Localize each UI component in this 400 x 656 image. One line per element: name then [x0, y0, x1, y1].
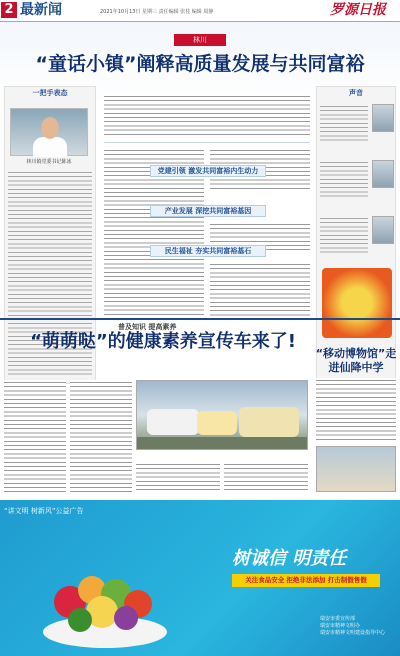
- page-number: 2: [1, 2, 17, 18]
- museum-visit-photo: [316, 446, 396, 492]
- body-column-2c: [210, 262, 310, 316]
- quote-text-3: [320, 216, 368, 256]
- story2-body-1: [4, 380, 66, 492]
- common-prosperity-emblem: [322, 268, 392, 338]
- quote-text-2: [320, 160, 368, 200]
- ad-sponsor: 瑞安市委宣传部 瑞安市精神文明办 瑞安市精神文明建设指导中心: [320, 616, 386, 636]
- quote-text-1: [320, 104, 368, 144]
- sidebar-title: 一把手表态: [32, 89, 68, 97]
- ad-topline: “讲文明 树新风”公益广告: [4, 507, 84, 515]
- story2-body-4: [224, 462, 308, 492]
- story2-headline[interactable]: “萌萌哒”的健康素养宣传车来了!: [30, 331, 296, 352]
- interviewee-photo-2: [372, 160, 394, 188]
- subhead-1: 党建引领 激发共同富裕内生动力: [150, 165, 266, 177]
- story3-headline[interactable]: “移动博物馆”走进仙降中学: [315, 347, 397, 374]
- food-bowl-illustration: [30, 550, 180, 650]
- header-meta: 2021年10月13日 星期三 责任编辑 张桂 编辑 周静: [100, 9, 214, 15]
- subhead-3: 民生福祉 夯实共同富裕基石: [150, 245, 266, 257]
- lead-paragraph: [104, 94, 310, 138]
- portrait-caption: 林川镇党委书记陈冰: [26, 159, 72, 165]
- main-headline[interactable]: “童话小镇”阐释高质量发展与共同富裕: [35, 53, 365, 75]
- interviewee-photo-3: [372, 216, 394, 244]
- right-sidebar-title: 声音: [349, 89, 363, 97]
- story3-body: [316, 378, 396, 442]
- story2-body-2: [70, 380, 132, 492]
- newspaper-logo: 罗源日报: [330, 2, 386, 18]
- location-tag: 林川: [174, 34, 226, 46]
- official-portrait: [10, 108, 88, 156]
- subhead-2: 产业发展 深挖共同富裕基因: [150, 205, 266, 217]
- ad-slogan: 树诚信 明责任: [232, 548, 347, 569]
- ad-message-bar: 关注食品安全 拒绝非法添加 打击制假售假: [232, 574, 380, 587]
- story2-body-3: [136, 462, 220, 492]
- story2-kicker: 普及知识 提高素养: [118, 323, 177, 331]
- section-title: 最新闻: [20, 2, 62, 18]
- interviewee-photo-1: [372, 104, 394, 132]
- promo-van-photo: [136, 380, 308, 450]
- lead-divider: [104, 142, 310, 143]
- section-divider: [0, 318, 400, 320]
